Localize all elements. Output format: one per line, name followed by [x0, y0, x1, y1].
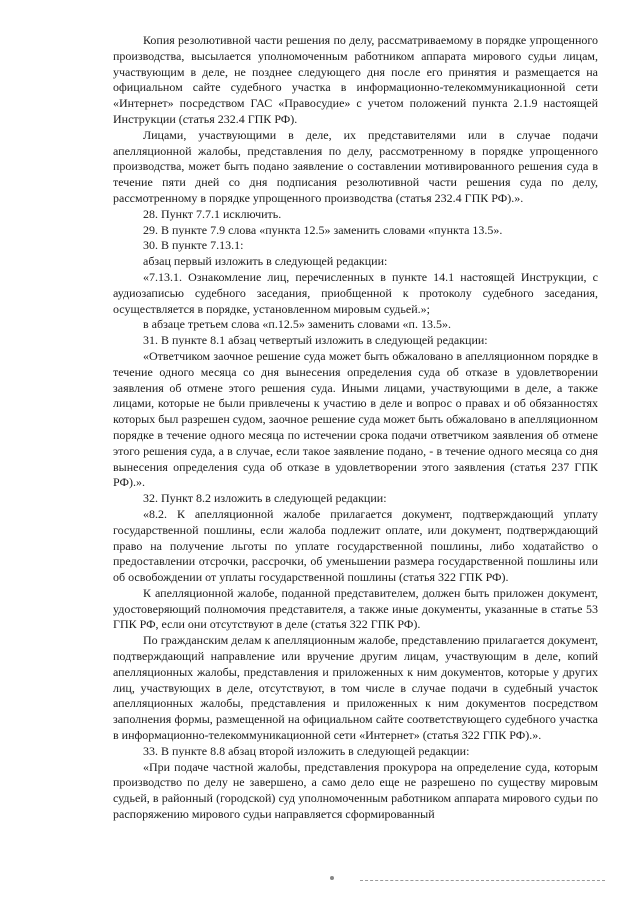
paragraph: «Ответчиком заочное решение суда может быть обжаловано в апелляционном порядке в течение одного месяца со дня вынесения определения суда об отказе в удовлетворении заявления об отмене этого решения суда. Иными лицами, участвующими в деле, а также лицами, которые не были привлечены к участию в деле и вопрос о правах и об обязанностях которых был разрешен судом, заочное решение суда может быть обжаловано в апелляционном порядке в течение одного месяца по истечении срока подачи ответчиком заявления об отмене этого решения суда, а в случае, если такое заявление подано, - в течение одного месяца со дня вынесения определения суда об отказе в удовлетворении этого заявления (статья 237 ГПК РФ).».	[113, 348, 599, 490]
paragraph: К апелляционной жалобе, поданной представителем, должен быть приложен документ, удостоверяющий полномочия представителя, а также иные документы, указанные в статье 53 ГПК РФ, если они отсутствуют в деле (статья 322 ГПК РФ).	[113, 585, 598, 632]
paragraph: 30. В пункте 7.13.1:	[143, 238, 244, 253]
paragraph: «8.2. К апелляционной жалобе прилагается документ, подтверждающий уплату государственной пошлины, если жалоба подлежит оплате, или документ, подтверждающий право на получение льготы по уплате государственной пошлины, либо ходатайство о предоставлении отсрочки, рассрочки, об уменьшении размера государственной пошлины или об освобождении от уплаты государственной пошлины (статья 322 ГПК РФ).	[113, 506, 598, 585]
paragraph: 33. В пункте 8.8 абзац второй изложить в следующей редакции:	[143, 743, 470, 758]
paragraph: абзац первый изложить в следующей редакции:	[143, 254, 388, 269]
scan-artifact-dot	[330, 876, 334, 880]
scan-artifact-line	[360, 880, 605, 881]
paragraph: «7.13.1. Ознакомление лиц, перечисленных в пункте 14.1 настоящей Инструкции, с аудиозаписью судебного заседания, приобщенной к протоколу судебного заседания, осуществляется в порядке, установленном мировым судьей.»;	[113, 269, 598, 316]
paragraph: 29. В пункте 7.9 слова «пункта 12.5» заменить словами «пункта 13.5».	[143, 222, 503, 237]
paragraph: 31. В пункте 8.1 абзац четвертый изложить в следующей редакции:	[143, 333, 488, 348]
paragraph: 32. Пункт 8.2 изложить в следующей редакции:	[143, 491, 387, 506]
paragraph: 28. Пункт 7.7.1 исключить.	[143, 206, 282, 221]
paragraph: По гражданским делам к апелляционным жалобе, представлению прилагается документ, подтверждающий направление или вручение другим лицам, участвующим в деле, копий апелляционных жалобы, представления и приложенных к ним документов, которые у других лиц, участвующих в деле, отсутствуют, в том числе в случае подачи в судебный участок апелляционных жалобы, представления и приложенных к ним документов посредством заполнения формы, размещенной на официальном сайте соответствующего судебного участка в информационно-телекоммуникационной сети «Интернет» (статья 322 ГПК РФ).».	[113, 633, 598, 743]
paragraph: «При подаче частной жалобы, представления прокурора на определение суда, которым производство по делу не завершено, а само дело еще не разрешено по существу мировым судьей, в районный (городской) суд уполномоченным работником аппарата мирового судьи по распоряжению мирового судьи направляется сформированный	[113, 759, 598, 822]
paragraph: Лицами, участвующими в деле, их представителями или в случае подачи апелляционной жалобы, представления по делу, рассмотренному в порядке упрощенного производства, может быть подано заявление о составлении мотивированного решения суда в течение пяти дней со дня подписания резолютивной части решения суда по делу, рассмотренному в порядке упрощенного производства (статья 232.4 ГПК РФ).».	[113, 127, 598, 205]
paragraph: в абзаце третьем слова «п.12.5» заменить словами «п. 13.5».	[143, 317, 451, 332]
document-body	[113, 33, 598, 823]
paragraph: Копия резолютивной части решения по делу, рассматриваемому в порядке упрощенного производства, высылается уполномоченным работником аппарата мирового судьи лицам, участвующим в деле, не позднее следующего дня после его принятия и размещается на официальном сайте судебного участка в информационно-телекоммуникационной сети «Интернет» посредством ГАС «Правосудие» с учетом положений пункта 2.1.9 настоящей Инструкции (статья 232.4 ГПК РФ).	[113, 33, 598, 126]
